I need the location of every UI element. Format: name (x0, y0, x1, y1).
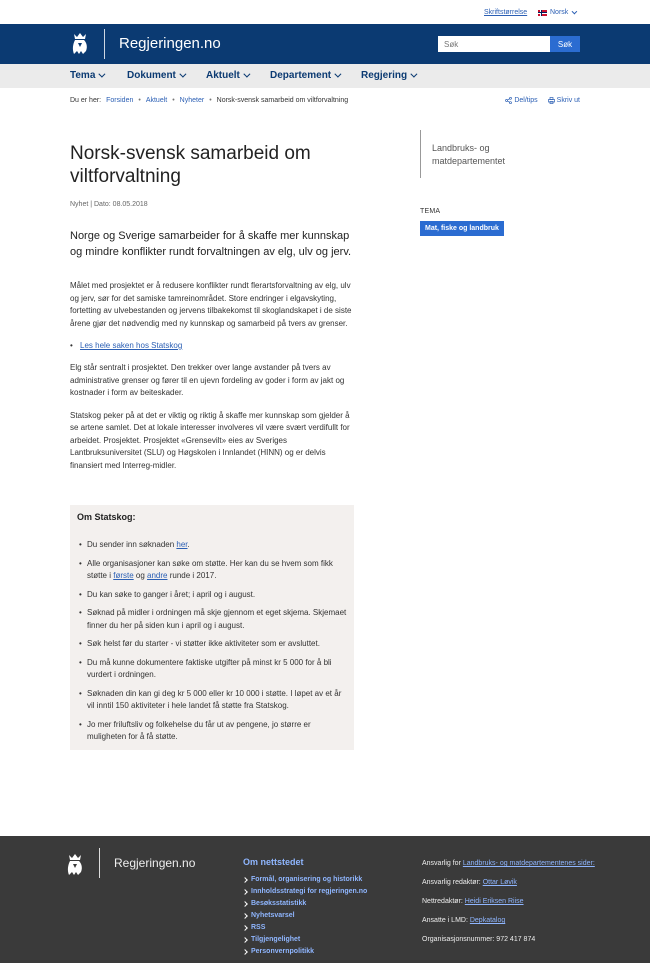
second-round-link[interactable]: andre (147, 571, 168, 580)
footer-web-editor: Nettredaktør: Heidi Eriksen Riise (422, 898, 524, 905)
main-nav (0, 64, 650, 88)
search-form (438, 36, 580, 52)
footer-editor: Ansvarlig redaktør: Ottar Løvik (422, 879, 517, 886)
logo-divider (104, 29, 105, 59)
tema-label: TEMA (420, 208, 441, 215)
first-round-link[interactable]: første (113, 571, 134, 580)
share-button[interactable]: Del/tips (505, 97, 537, 104)
footer-link[interactable]: Besøksstatistikk (243, 898, 367, 910)
article-paragraph: Statskog peker på at det er viktig og riktig å skaffe mer kunnskap som gjelder å se artene samlet. Det at lokale interesser involveres vil være svært verdifullt for arbeidet. Prosjektet. Prosjektet «Grensevilt» eies av Sveriges Lantbruksuniversitet (SLU) og Høgskolen i Innlandet (HINN) og er delvis finansiert med Interreg-midler. (70, 410, 350, 470)
breadcrumb-aktuelt[interactable]: Aktuelt (145, 97, 168, 104)
list-item: • Søknad på midler i ordningen må skje gjennom et eget skjema. Skjemaet finner du her på siden kun i april og i august. (77, 607, 347, 632)
footer-link[interactable]: Tilgjengelighet (243, 934, 367, 946)
article-paragraph: Elg står sentralt i prosjektet. Den trekker over lange avstander på tvers av administrative grenser og fører til en ujevn fordeling av goder i form av jakt og kostnader i form av beiteskader. (70, 363, 345, 397)
lion-logo-icon[interactable] (65, 853, 85, 877)
nav-item-regjering[interactable]: Regjering (361, 70, 415, 81)
footer-employees: Ansatte i LMD: Depkatalog (422, 917, 506, 924)
footer-link[interactable]: Personvernpolitikk (243, 946, 367, 958)
chevron-right-icon (242, 925, 248, 931)
list-item: • Du sender inn søknaden her. (77, 539, 347, 552)
factbox-title: Om Statskog: (77, 512, 136, 522)
chevron-down-icon (335, 71, 342, 78)
breadcrumb (70, 97, 348, 104)
chevron-right-icon (242, 877, 248, 883)
language-label: Norsk (550, 9, 569, 16)
breadcrumb-separator: • (172, 97, 175, 104)
footer-link[interactable]: Nyhetsvarsel (243, 910, 367, 922)
article-meta: Nyhet | Dato: 08.05.2018 (70, 201, 148, 208)
footer-links (243, 874, 367, 958)
site-header (0, 24, 650, 64)
nav-item-aktuelt[interactable]: Aktuelt (206, 70, 248, 81)
nav-item-dokument[interactable]: Dokument (127, 70, 184, 81)
footer-org-number: Organisasjonsnummer: 972 417 874 (422, 936, 536, 943)
chevron-down-icon (572, 8, 578, 14)
chevron-right-icon (242, 949, 248, 955)
statskog-link[interactable]: Les hele saken hos Statskog (80, 341, 183, 350)
breadcrumb-current: Norsk-svensk samarbeid om viltforvaltning (216, 97, 349, 104)
apply-here-link[interactable]: her (176, 540, 188, 549)
employees-link[interactable]: Depkatalog (469, 917, 506, 924)
chevron-down-icon (99, 71, 106, 78)
search-button[interactable]: Søk (550, 36, 580, 52)
link-list (70, 340, 360, 352)
sidebar (420, 130, 530, 236)
language-selector[interactable] (538, 9, 575, 16)
departments-link[interactable]: Landbruks- og matdepartementenes sider: (462, 860, 595, 867)
article (70, 142, 360, 472)
breadcrumb-prefix: Du er her: (70, 97, 102, 104)
chevron-right-icon (242, 913, 248, 919)
norway-flag-icon (538, 10, 547, 16)
footer-responsible: Ansvarlig for Landbruks- og matdepartementenes sider: (422, 860, 595, 867)
list-item: • Du kan søke to ganger i året; i april og i august. (77, 589, 347, 602)
footer-about-title: Om nettstedet (243, 857, 304, 867)
logo-divider (99, 848, 100, 878)
list-item: • Søk helst før du starter - vi støtter ikke aktiviteter som er avsluttet. (77, 638, 347, 651)
site-footer (0, 836, 650, 963)
share-icon (505, 97, 512, 104)
article-paragraph: Målet med prosjektet er å redusere konflikter rundt flerartsforvaltning av elg, ulv og jerv, sør for det samiske tamreinområdet. Store endringer i elgavskyting, fortetting av ulvebestanden og jervens tilbakekomst til skoglandskapet i de siste årene gjør det nødvendig med ny kunnskap og samarbeid på tvers av grenser. (70, 281, 352, 328)
list-item: • Søknaden din kan gi deg kr 5 000 eller kr 10 000 i støtte. I løpet av et år vil inntil 150 aktiviteter i hele landet få støtte fra Statskog. (77, 688, 347, 713)
breadcrumb-home[interactable]: Forsiden (106, 97, 134, 104)
web-editor-link[interactable]: Heidi Eriksen Riise (464, 898, 524, 905)
footer-link[interactable]: RSS (243, 922, 367, 934)
breadcrumb-separator: • (209, 97, 212, 104)
chevron-right-icon (242, 901, 248, 907)
page-title: Norsk-svensk samarbeid om viltforvaltning (70, 143, 311, 187)
editor-link[interactable]: Ottar Løvik (482, 879, 517, 886)
footer-site-name[interactable]: Regjeringen.no (114, 856, 196, 870)
site-name[interactable]: Regjeringen.no (119, 35, 221, 52)
article-lead: Norge og Sverige samarbeider for å skaffe mer kunnskap og mindre konflikter rundt forvaltningen av elg, ulv og jerv. (70, 230, 352, 258)
factbox-list (77, 539, 347, 744)
nav-item-departement[interactable]: Departement (270, 70, 339, 81)
breadcrumb-separator: • (138, 97, 141, 104)
utility-bar (0, 0, 650, 24)
chevron-down-icon (243, 71, 250, 78)
factbox (70, 505, 354, 750)
font-size-link[interactable]: Skriftstørrelse (484, 9, 528, 16)
lion-logo-icon[interactable] (70, 32, 90, 56)
page-tools (505, 97, 580, 104)
breadcrumb-nyheter[interactable]: Nyheter (179, 97, 205, 104)
chevron-right-icon (242, 937, 248, 943)
search-input[interactable] (438, 36, 550, 52)
list-item: • Jo mer friluftsliv og folkehelse du får ut av pengene, jo større er muligheten for å få støtte. (77, 719, 347, 744)
chevron-right-icon (242, 889, 248, 895)
list-item: • Alle organisasjoner kan søke om støtte. Her kan du se hvem som fikk støtte i første og andre runde i 2017. (77, 558, 347, 583)
list-item: • Du må kunne dokumentere faktiske utgifter på minst kr 5 000 for å bli vurdert i ordningen. (77, 657, 347, 682)
printer-icon (548, 97, 555, 104)
footer-contact (422, 858, 602, 953)
footer-link[interactable]: Formål, organisering og historikk (243, 874, 367, 886)
department-name[interactable]: Landbruks- og matdepartementet (420, 130, 530, 178)
nav-item-tema[interactable]: Tema (70, 70, 103, 81)
list-item (70, 340, 360, 352)
footer-link[interactable]: Innholdsstrategi for regjeringen.no (243, 886, 367, 898)
chevron-down-icon (179, 71, 186, 78)
print-button[interactable]: Skriv ut (548, 97, 580, 104)
topic-tag[interactable]: Mat, fiske og landbruk (420, 221, 504, 236)
chevron-down-icon (411, 71, 418, 78)
